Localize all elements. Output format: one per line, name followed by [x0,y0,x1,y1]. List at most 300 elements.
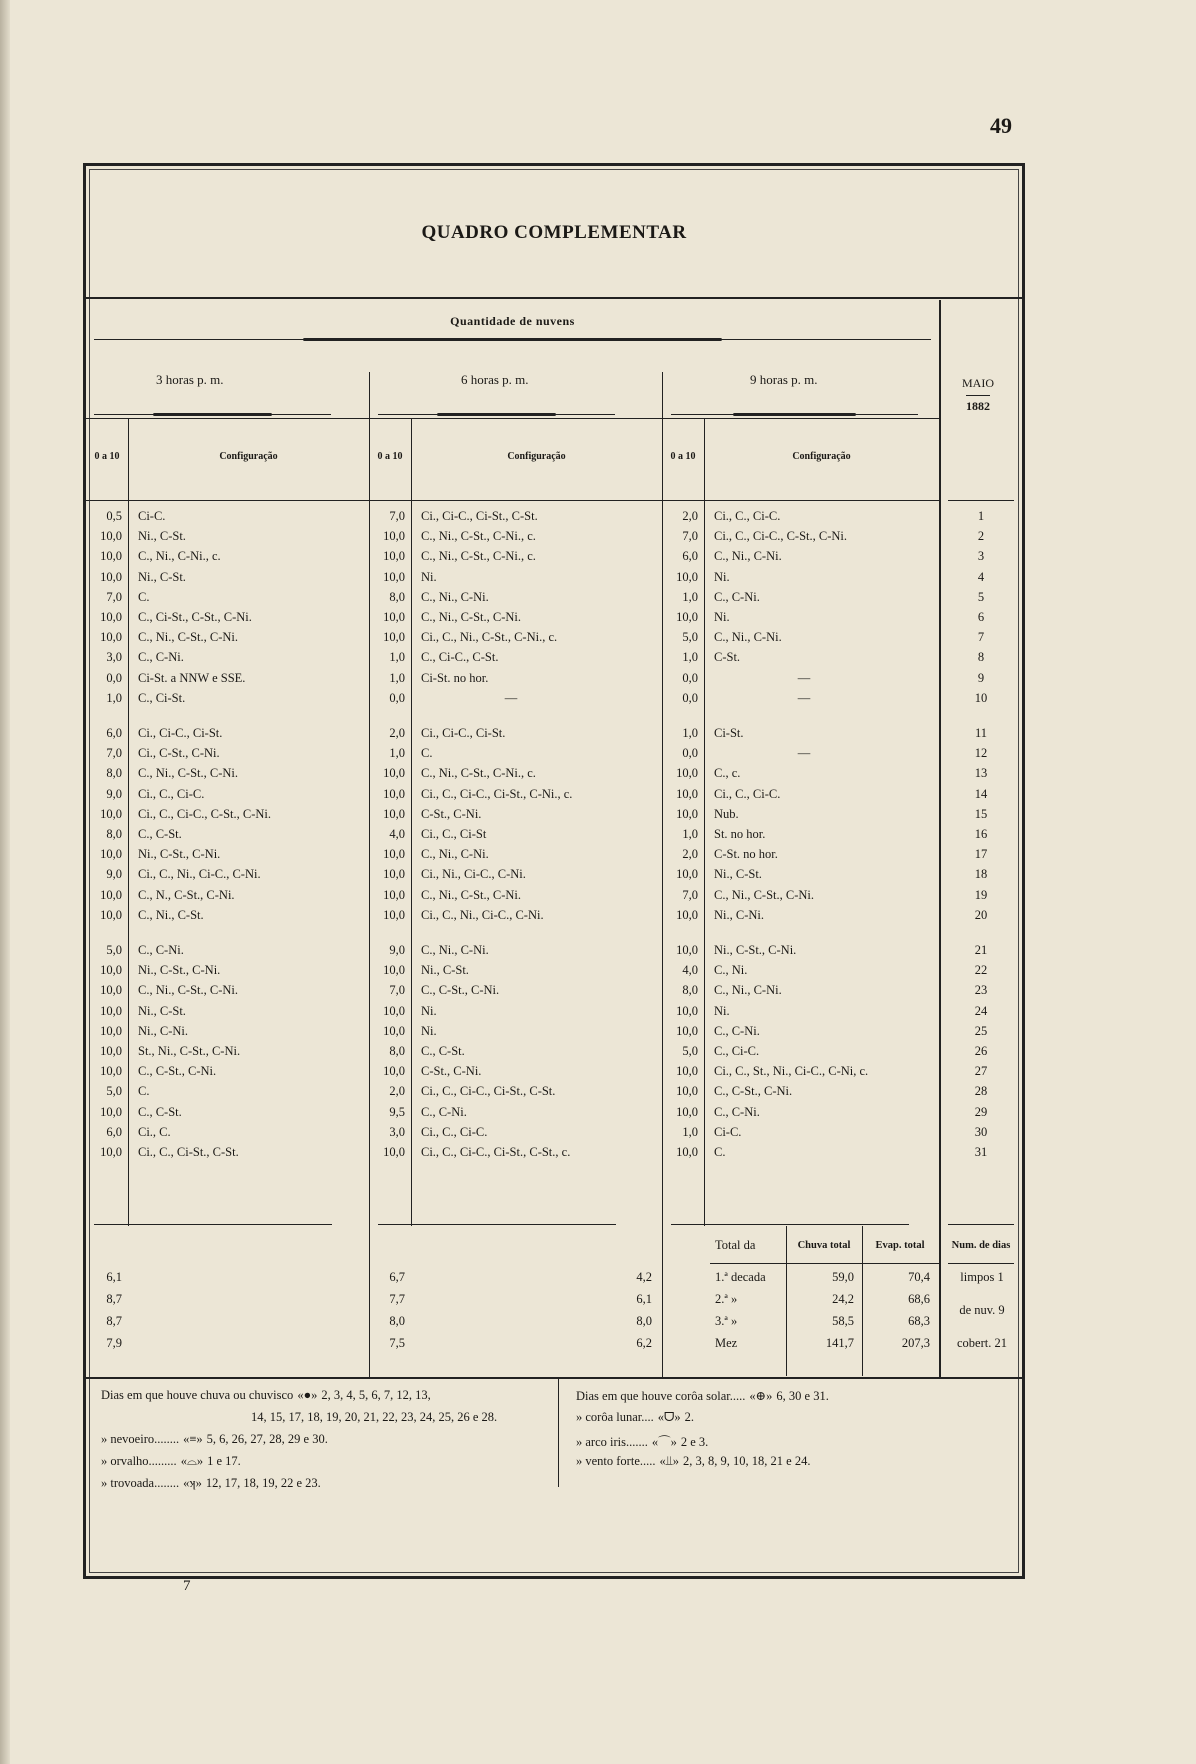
cloud-3pm-value: 0,5 [106,509,122,523]
table-row [86,549,1022,569]
config-9pm: C-St. no hor. [714,847,778,862]
summary-avg-9pm: 6,2 [636,1336,652,1350]
config-6pm: Ci., C., Ci-C. [421,1124,488,1139]
cloud-6pm-value: 10,0 [383,1023,405,1038]
legend-prefix: » orvalho......... [101,1454,177,1468]
config-3pm: C., C-St. [138,827,182,841]
cloud-3pm-value: 10,0 [100,1003,122,1018]
summary-evap-value: 68,6 [908,1292,930,1306]
day-number: 8 [977,650,985,665]
legend-line [576,1454,810,1469]
cloud-3pm-value: 10,0 [100,1064,122,1079]
config-3pm: Ci., C., Ci-St., C-St. [138,1145,239,1159]
config-6pm: C., Ni., C-St., C-Ni. [421,887,522,902]
summary-avg-3pm: 7,9 [106,1336,122,1350]
config-9pm: C., Ni., C-Ni. [714,630,782,645]
cloud-6pm-value: 10,0 [383,847,405,862]
summary-avg-6pm: 7,5 [389,1336,405,1350]
config-3pm: C., Ci-St., C-St., C-Ni. [138,610,252,624]
config-6pm: C., C-Ni. [421,1104,467,1119]
cloud-6pm-value: 4,0 [389,827,405,841]
summary-rain-value: 58,5 [832,1314,854,1328]
config-6pm: — [504,690,518,705]
cloud-9pm-value: 10,0 [676,1064,698,1079]
cloud-6pm-value: 10,0 [383,1064,405,1079]
day-number: 12 [974,746,988,761]
weather-symbol-icon: «⊕» [749,1389,773,1403]
cloud-6pm-value: 10,0 [383,887,405,902]
table-row [86,908,1022,928]
summary-avg-6pm: 7,7 [389,1292,405,1306]
config-6pm: Ci., C., Ci-C., Ci-St., C-Ni., c. [421,786,573,801]
day-number: 27 [974,1064,988,1079]
cloud-6pm-value: 10,0 [383,569,405,584]
legend-days: 2, 3, 4, 5, 6, 7, 12, 13, [321,1388,431,1402]
date-header-bottom-line [948,500,1014,501]
config-3pm: Ni., C-St., C-Ni. [138,847,221,862]
legend-days: 6, 30 e 31. [776,1389,829,1403]
config-3pm: C., Ci-St. [138,690,186,705]
cloud-6pm-value: 0,0 [389,690,405,705]
day-number: 26 [974,1044,988,1058]
day-number: 31 [974,1145,988,1159]
month-label: MAIO [962,376,994,390]
config-6pm: C., Ni., C-Ni. [421,589,489,604]
days-cloudy: de nuv. 9 [959,1303,1005,1317]
cloud-6pm-value: 1,0 [389,670,405,685]
config-9pm: Ci-St. [714,726,744,740]
legend-days: 1 e 17. [207,1454,241,1468]
config-9pm: C., Ni., C-Ni. [714,983,782,998]
config-3pm: Ni., C-St. [138,529,186,544]
config-3pm: C. [138,589,150,604]
subheader-divider [86,418,939,419]
summary-evap-value: 68,3 [908,1314,930,1328]
cloud-9pm-value: 10,0 [676,1104,698,1119]
cloud-9pm-value: 0,0 [682,746,698,761]
summary-period-label: 1.ª decada [715,1270,766,1284]
page-number: 49 [990,113,1012,138]
year-label: 1882 [966,395,990,414]
cloud-9pm-value: 1,0 [682,726,698,740]
day-number: 3 [977,549,985,564]
config-3pm: Ci., Ci-C., Ci-St. [138,726,223,740]
cloud-9pm-value: 10,0 [676,907,698,922]
config-9pm: St. no hor. [714,827,766,841]
table-row [86,1044,1022,1064]
config-9pm: C., Ni., C-St., C-Ni. [714,887,815,902]
legend-line [101,1388,431,1403]
table-row [86,726,1022,746]
evap-total-header: Evap. total [875,1240,925,1251]
summary-rain-value: 141,7 [825,1336,854,1350]
config-6pm: C., Ni., C-Ni. [421,847,489,862]
legend-prefix: » corôa lunar.... [576,1410,654,1424]
title-divider [86,297,1022,299]
legend-days: 2 e 3. [680,1435,709,1449]
config-3pm: C., Ni., C-St., C-Ni. [138,983,239,998]
cloud-6pm-value: 10,0 [383,806,405,821]
hour-label-6pm: 6 horas p. m. [461,372,529,387]
table-row [86,1024,1022,1044]
config-3pm: C., Ni., C-St., C-Ni. [138,766,239,781]
cloud-3pm-value: 10,0 [100,610,122,624]
legend-prefix: » arco iris....... [576,1435,648,1449]
table-row [86,610,1022,630]
total-label: Total da [715,1238,756,1252]
table-frame [83,163,1025,1579]
cloud-9pm-value: 10,0 [676,867,698,882]
cloud-6pm-value: 10,0 [383,1145,405,1159]
legend-prefix: » vento forte..... [576,1454,656,1468]
config-9pm: — [797,690,811,705]
cloud-9pm-value: 0,0 [682,670,698,685]
summary-rain-value: 24,2 [832,1292,854,1306]
cloud-9pm-value: 0,0 [682,690,698,705]
day-number: 4 [977,569,985,584]
legend-line [101,1476,321,1491]
config-9pm: C-St. [714,650,741,665]
day-number: 2 [977,529,985,544]
legend-top-line [86,1377,1022,1379]
weather-symbol-icon: «⌒» [651,1435,677,1449]
table-row [86,888,1022,908]
day-number: 5 [977,589,985,604]
config-6pm: C. [421,746,433,761]
day-number: 15 [974,806,988,821]
cloud-9pm-value: 10,0 [676,943,698,957]
config-3pm: Ci., C., Ci-C., C-St., C-Ni. [138,806,272,821]
cloud-3pm-value: 10,0 [100,806,122,821]
cloud-3pm-value: 9,0 [106,867,122,882]
config-3pm: C., C-St. [138,1104,182,1119]
legend-days: 5, 6, 26, 27, 28, 29 e 30. [206,1432,328,1446]
config-9pm: Ci., C., Ci-C. [714,786,781,801]
summary-avg-9pm: 4,2 [636,1270,652,1284]
cloud-6pm-value: 10,0 [383,1003,405,1018]
cloud-3pm-value: 10,0 [100,963,122,978]
cloud-3pm-value: 10,0 [100,847,122,862]
config-3pm: Ci-C. [138,509,166,523]
weather-symbol-icon: «ᗜ» [657,1410,681,1424]
days-clear: limpos 1 [960,1270,1004,1284]
cloud-6pm-value: 10,0 [383,630,405,645]
cloud-9pm-value: 10,0 [676,1023,698,1038]
config-6pm: C-St., C-Ni. [421,1064,482,1079]
table-row [86,766,1022,786]
table-row [86,590,1022,610]
weather-symbol-icon: «ʞ» [183,1476,202,1490]
legend-line [101,1432,328,1447]
days-overcast: cobert. 21 [957,1336,1007,1350]
cloud-3pm-value: 10,0 [100,1145,122,1159]
config-6pm: Ci., C., Ni., C-St., C-Ni., c. [421,630,558,645]
config-6pm: Ni. [421,569,437,584]
summary-avg-3pm: 8,7 [106,1314,122,1328]
config-3pm: Ni., C-Ni. [138,1023,188,1038]
legend-days: 2. [684,1410,695,1424]
config-3pm: Ni., C-St. [138,569,186,584]
day-number: 30 [974,1124,988,1139]
cloud-9pm-value: 5,0 [682,630,698,645]
cloud-header-brace [94,338,931,342]
config-6pm: C., C-St., C-Ni. [421,983,500,998]
config-head-9pm: Configuração [792,451,851,462]
scale-head-3pm: 0 a 10 [94,451,120,462]
config-3pm: C., Ni., C-Ni., c. [138,549,221,564]
cloud-3pm-value: 10,0 [100,549,122,564]
cloud-6pm-value: 10,0 [383,867,405,882]
legend-line [251,1410,497,1425]
config-3pm: C., N., C-St., C-Ni. [138,887,235,902]
legend-days: 14, 15, 17, 18, 19, 20, 21, 22, 23, 24, 25, 26 e 28. [251,1410,498,1424]
cloud-3pm-value: 7,0 [106,746,122,761]
config-6pm: Ci., Ni., Ci-C., C-Ni. [421,867,526,882]
config-3pm: Ni., C-St. [138,1003,186,1018]
cloud-3pm-value: 0,0 [106,670,122,685]
legend-line [576,1410,694,1425]
config-head-6pm: Configuração [507,451,566,462]
table-row [86,650,1022,670]
config-6pm: Ci-St. no hor. [421,670,489,685]
cloud-6pm-value: 7,0 [389,509,405,523]
legend-line [101,1454,241,1469]
table-row [86,943,1022,963]
config-9pm: C., C-Ni. [714,1104,760,1119]
config-9pm: — [797,670,811,685]
cloud-3pm-value: 6,0 [106,726,122,740]
cloud-9pm-value: 2,0 [682,847,698,862]
summary-avg-6pm: 8,0 [389,1314,405,1328]
cloud-9pm-value: 2,0 [682,509,698,523]
cloud-9pm-value: 7,0 [682,887,698,902]
cloud-3pm-value: 5,0 [106,1084,122,1099]
cloud-3pm-value: 10,0 [100,1023,122,1038]
table-row [86,1004,1022,1024]
day-number: 29 [974,1104,988,1119]
table-row [86,787,1022,807]
signature-mark: 7 [183,1578,191,1594]
weather-symbol-icon: «≡» [183,1432,203,1446]
config-9pm: C., Ci-C. [714,1044,760,1058]
config-9pm: Ci., C., Ci-C., C-St., C-Ni. [714,529,848,544]
summary-line-3pm [94,1224,332,1225]
config-6pm: Ci., Ci-C., Ci-St., C-St. [421,509,538,523]
month-year-label [948,376,1008,414]
cloud-9pm-value: 10,0 [676,806,698,821]
day-number: 14 [974,786,988,801]
brace-9pm [671,413,918,417]
day-number: 1 [977,509,985,523]
weather-symbol-icon: «⫫» [659,1454,680,1468]
cloud-9pm-value: 6,0 [682,549,698,564]
config-9pm: C., C-St., C-Ni. [714,1084,793,1099]
config-3pm: Ci., C., Ci-C. [138,786,205,801]
table-row [86,867,1022,887]
config-3pm: St., Ni., C-St., C-Ni. [138,1044,241,1058]
book-spine-shadow [0,0,10,1764]
cloud-3pm-value: 9,0 [106,786,122,801]
table-row [86,807,1022,827]
summary-avg-3pm: 8,7 [106,1292,122,1306]
legend-line [576,1388,829,1404]
config-9pm: C., c. [714,766,741,781]
config-3pm: C., C-Ni. [138,943,184,957]
config-3pm: Ci., C., Ni., Ci-C., C-Ni. [138,867,261,882]
cloud-9pm-value: 4,0 [682,963,698,978]
legend-divider [558,1379,559,1487]
config-6pm: Ci., C., Ci-C., Ci-St., C-St. [421,1084,556,1099]
cloud-3pm-value: 10,0 [100,983,122,998]
hour-label-3pm: 3 horas p. m. [156,372,224,387]
config-9pm: C., Ni., C-Ni. [714,549,782,564]
day-number: 23 [974,983,988,998]
day-number: 18 [974,867,988,882]
table-row [86,983,1022,1003]
config-9pm: Ni. [714,569,730,584]
cloud-9pm-value: 8,0 [682,983,698,998]
summary-line-days [948,1224,1014,1225]
config-6pm: Ci., C., Ci-C., Ci-St., C-St., c. [421,1145,571,1159]
config-3pm: Ci., C. [138,1124,171,1139]
day-number: 9 [977,670,985,685]
cloud-6pm-value: 10,0 [383,907,405,922]
day-number: 22 [974,963,988,978]
cloud-3pm-value: 10,0 [100,630,122,645]
table-row [86,509,1022,529]
config-6pm: Ni., C-St. [421,963,469,978]
config-9pm: Ni., C-Ni. [714,907,764,922]
summary-evap-value: 70,4 [908,1270,930,1284]
config-3pm: C. [138,1084,150,1099]
config-head-3pm: Configuração [219,451,278,462]
cloud-6pm-value: 10,0 [383,766,405,781]
config-6pm: Ni. [421,1023,437,1038]
config-6pm: C., Ni., C-St., C-Ni. [421,610,522,624]
day-number: 16 [974,827,988,841]
weather-symbol-icon: «●» [297,1388,318,1402]
cloud-6pm-value: 8,0 [389,1044,405,1058]
cloud-9pm-value: 1,0 [682,1124,698,1139]
cloud-6pm-value: 2,0 [389,726,405,740]
day-number: 20 [974,907,988,922]
cloud-3pm-value: 10,0 [100,887,122,902]
table-row [86,1145,1022,1165]
config-9pm: C., C-Ni. [714,589,760,604]
cloud-3pm-value: 3,0 [106,650,122,665]
cloud-3pm-value: 10,0 [100,1104,122,1119]
cloud-3pm-value: 10,0 [100,529,122,544]
cloud-9pm-value: 10,0 [676,569,698,584]
cloud-9pm-value: 7,0 [682,529,698,544]
table-row [86,671,1022,691]
table-title: QUADRO COMPLEMENTAR [421,222,687,243]
config-9pm: C. [714,1145,726,1159]
cloud-3pm-value: 10,0 [100,1044,122,1058]
cloud-6pm-value: 1,0 [389,746,405,761]
summary-period-label: 3.ª » [715,1314,738,1328]
cloud-6pm-value: 1,0 [389,650,405,665]
day-number: 19 [974,887,988,902]
cloud-3pm-value: 8,0 [106,827,122,841]
config-6pm: Ni. [421,1003,437,1018]
config-3pm: Ci., C-St., C-Ni. [138,746,220,761]
cloud-3pm-value: 7,0 [106,589,122,604]
cloud-9pm-value: 1,0 [682,650,698,665]
config-3pm: Ci-St. a NNW e SSE. [138,670,246,685]
cloud-3pm-value: 10,0 [100,569,122,584]
summary-avg-6pm: 6,7 [389,1270,405,1284]
cloud-6pm-value: 10,0 [383,610,405,624]
config-6pm: C-St., C-Ni. [421,806,482,821]
legend-prefix: » trovoada........ [101,1476,180,1490]
day-number: 13 [974,766,988,781]
legend-prefix: Dias em que houve corôa solar..... [576,1389,746,1403]
table-row [86,630,1022,650]
cloud-6pm-value: 9,0 [389,943,405,957]
summary-evap-value: 207,3 [901,1336,930,1350]
config-9pm: Ci-C. [714,1124,742,1139]
table-row [86,570,1022,590]
cloud-6pm-value: 10,0 [383,963,405,978]
rain-total-header: Chuva total [797,1240,851,1251]
cloud-6pm-value: 9,5 [389,1104,405,1119]
config-6pm: C., Ni., C-Ni. [421,943,489,957]
summary-avg-9pm: 6,1 [636,1292,652,1306]
legend-prefix: » nevoeiro........ [101,1432,180,1446]
table-row [86,746,1022,766]
cloud-quantity-header: Quantidade de nuvens [450,314,575,328]
config-9pm: Ni. [714,1003,730,1018]
config-6pm: C., Ni., C-St., C-Ni., c. [421,766,536,781]
cloud-9pm-value: 10,0 [676,1145,698,1159]
cloud-3pm-value: 6,0 [106,1124,122,1139]
summary-rain-value: 59,0 [832,1270,854,1284]
cloud-6pm-value: 3,0 [389,1124,405,1139]
config-6pm: C., Ci-C., C-St. [421,650,499,665]
cloud-9pm-value: 5,0 [682,1044,698,1058]
summary-period-label: 2.ª » [715,1292,738,1306]
cloud-6pm-value: 10,0 [383,549,405,564]
cloud-3pm-value: 8,0 [106,766,122,781]
day-number: 25 [974,1023,988,1038]
summary-period-label: Mez [715,1336,738,1350]
summary-line-6pm [378,1224,616,1225]
legend-days: 2, 3, 8, 9, 10, 18, 21 e 24. [683,1454,811,1468]
config-9pm: Ci., C., St., Ni., Ci-C., C-Ni, c. [714,1064,869,1079]
day-number: 17 [974,847,988,862]
config-6pm: C., Ni., C-St., C-Ni., c. [421,549,536,564]
day-number: 10 [974,690,988,705]
cloud-9pm-value: 10,0 [676,786,698,801]
cloud-9pm-value: 10,0 [676,610,698,624]
summary-header-line [710,1263,939,1264]
table-row [86,1064,1022,1084]
cloud-9pm-value: 1,0 [682,589,698,604]
weather-symbol-icon: «⌓» [180,1454,204,1468]
summary-line-9pm [671,1224,909,1225]
table-row [86,847,1022,867]
cloud-9pm-value: 10,0 [676,1084,698,1099]
day-number: 11 [974,726,988,740]
hour-label-9pm: 9 horas p. m. [750,372,818,387]
cloud-9pm-value: 1,0 [682,827,698,841]
day-number: 24 [974,1003,988,1018]
day-number: 7 [977,630,985,645]
summary-avg-9pm: 8,0 [636,1314,652,1328]
config-3pm: C., C-Ni. [138,650,184,665]
table-row [86,691,1022,711]
